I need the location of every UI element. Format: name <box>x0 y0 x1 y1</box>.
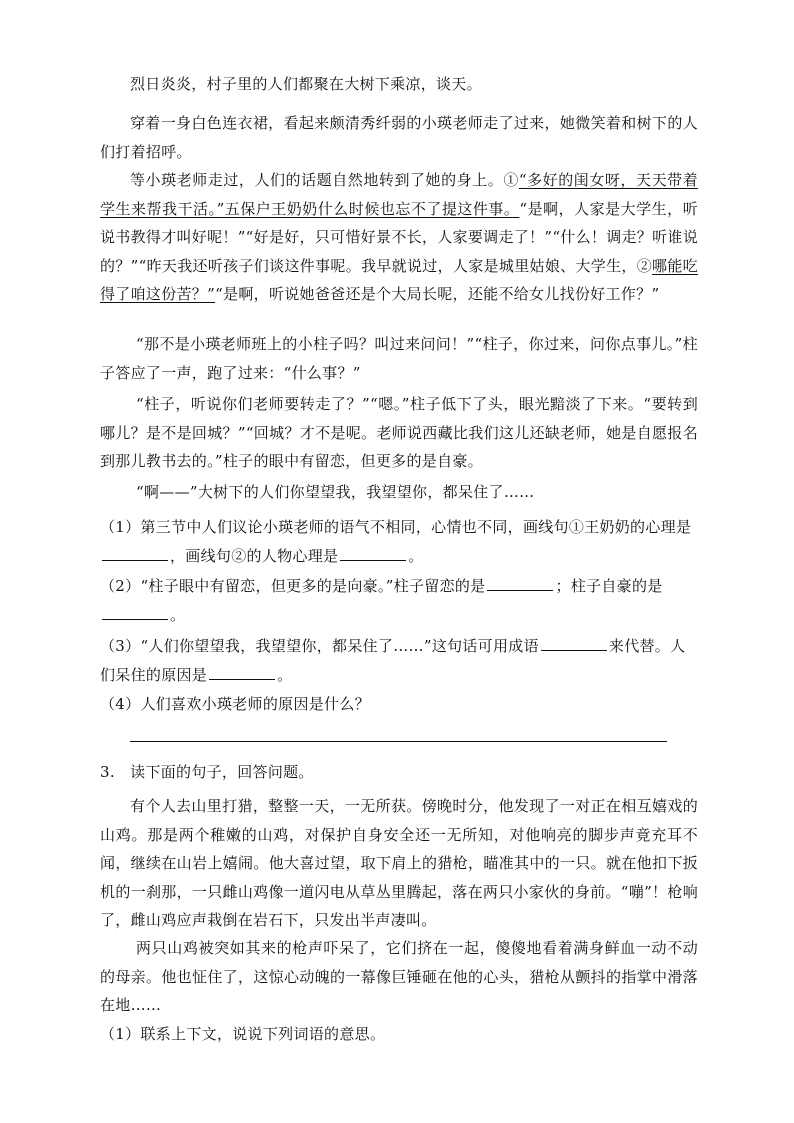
question-3: （3）“人们你望望我，我望望你，都呆住了……”这句话可用成语 来代替。人们呆住的原因是 。 <box>100 637 686 684</box>
paragraph-3-intro: 等小瑛老师走过，人们的话题自然地转到了她的身上。① <box>130 171 519 189</box>
paragraph-5: “柱子，听说你们老师要转走了？”“嗯。”柱子低下了头，眼光黯淡了下来。“要转到哪儿？是不是回城？”“回城？才不是呢。老师说西藏比我们这儿还缺老师，她是自愿报名到那儿教书去的。”柱子的眼中有留恋，但更多的是自豪。 <box>100 395 698 470</box>
answer-blank[interactable] <box>340 546 406 561</box>
answer-blank[interactable] <box>487 576 553 591</box>
question-1: （1）第三节中人们议论小瑛老师的语气不相同，心情也不同，画线句①王奶奶的心理是，画线句②的人物心理是 。 <box>100 518 692 565</box>
paragraph-1: 烈日炎炎，村子里的人们都聚在大树下乘凉，谈天。 <box>130 75 482 93</box>
paragraph-2: 穿着一身白色连衣裙，看起来颇清秀纤弱的小瑛老师走了过来，她微笑着和树下的人们打着招呼。 <box>100 114 698 161</box>
answer-line[interactable] <box>130 741 667 742</box>
section-3-heading: 3. 读下面的句子，回答问题。 <box>100 763 314 781</box>
question-2: （2）“柱子眼中有留恋，但更多的是向豪。”柱子留恋的是 ；柱子自豪的是。 <box>100 577 663 624</box>
answer-blank[interactable] <box>102 546 168 561</box>
question-4: （4）人们喜欢小瑛老师的原因是什么？ <box>100 695 370 713</box>
paragraph-4: “那不是小瑛老师班上的小柱子吗？叫过来问问！”“柱子，你过来，问你点事儿。”柱子答应了一声，跑了过来：“什么事？” <box>100 335 698 382</box>
underlined-sentence-1: “多好的闺女呀，天天带着学生来帮我干活。”五保户王奶奶什么时候也忘不了提这件事。 <box>100 171 698 218</box>
paragraph-3 <box>100 166 698 309</box>
section-3-paragraph-2: 两只山鸡被突如其来的枪声吓呆了，它们挤在一起，傻傻地看着满身鲜血一动不动的母亲。他也怔住了，这惊心动魄的一幕像巨锤砸在他的心头，猎枪从颤抖的指掌中滑落在地…… <box>100 939 698 1014</box>
section-3-paragraph-1: 有个人去山里打猎，整整一天，一无所获。傍晚时分，他发现了一对正在相互嬉戏的山鸡。那是两个稚嫩的山鸡，对保护自身安全还一无所知，对他响亮的脚步声竟充耳不闻，继续在山岩上嬉闹。他大喜过望，取下肩上的猎枪，瞄准其中的一只。就在他扣下扳机的一刹那，一只雌山鸡像一道闪电从草丛里腾起，落在两只小家伙的身前。“嘣”！枪响了，雌山鸡应声栽倒在岩石下，只发出半声凄叫。 <box>100 797 698 929</box>
underlined-sentence-2: 哪能吃得了咱这份苦？” <box>100 256 698 303</box>
paragraph-3-end: “是啊，听说她爸爸还是个大局长呢，还能不给女儿找份好工作？” <box>215 285 660 303</box>
answer-blank[interactable] <box>209 665 275 680</box>
answer-blank[interactable] <box>541 636 607 651</box>
answer-blank[interactable] <box>102 605 168 620</box>
paragraph-3-middle: “是啊，人家是大学生，听说书教得才叫好呢！”“好是好，只可惜好景不长，人家要调走了！”“什么！调走？听谁说的？”“昨天我还听孩子们谈这件事呢。我早就说过，人家是城里姑娘、大学生，② <box>100 199 698 275</box>
section-3-question-1: （1）联系上下文，说说下列词语的意思。 <box>100 1025 386 1043</box>
paragraph-6: “啊——”大树下的人们你望望我，我望望你，都呆住了…… <box>136 483 535 501</box>
